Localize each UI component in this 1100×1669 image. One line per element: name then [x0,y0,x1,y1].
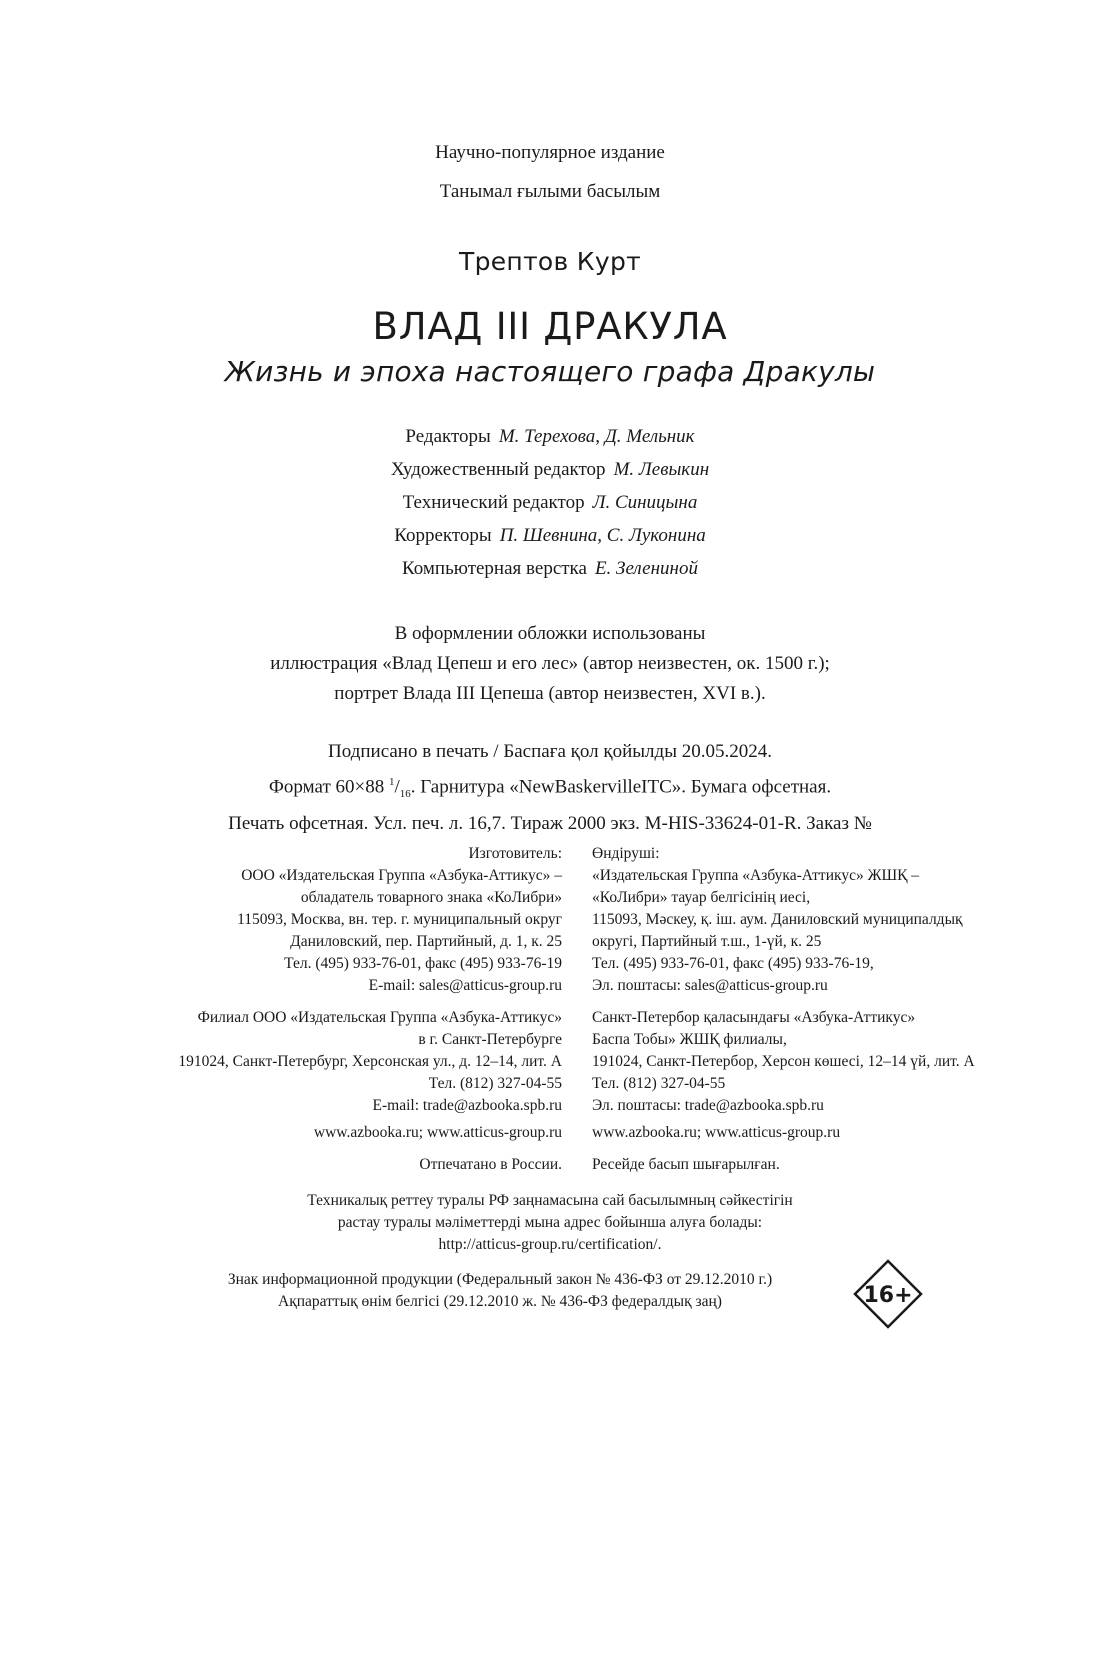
info-mark-kz: Ақпараттық өнім белгісі (29.12.2010 ж. № 436-ФЗ федералдық заң) [278,1293,722,1310]
manufacturer-kz-line: Эл. поштасы: sales@atticus-group.ru [592,977,828,994]
branch-kz-line: Санкт-Петербор қаласындағы «Азбука-Аттикус» [592,1009,916,1026]
credit-tech-editor [0,492,1100,514]
branch-kz-line: Эл. поштасы: trade@azbooka.spb.ru [592,1097,824,1114]
credit-role: Технический редактор [402,492,585,513]
branch-kz-line: Баспа Тобы» ЖШҚ филиалы, [592,1031,787,1048]
credit-role: Корректоры [394,525,492,546]
manufacturer-ru-line: обладатель товарного знака «КоЛибри» [300,889,562,906]
manufacturer-kz-line: «КоЛибри» тауар белгісінің иесі, [592,889,811,906]
branch-kz-line: Тел. (812) 327-04-55 [592,1075,726,1092]
credit-art-editor [0,459,1100,481]
credit-name: П. Шевнина, С. Луконина [499,525,706,546]
format-suffix: . Гарнитура «NewBaskervilleITC». Бумага офсетная. [410,776,832,798]
format-prefix: Формат 60×88 [268,776,389,798]
branch-ru-line: E-mail: trade@azbooka.spb.ru [372,1097,562,1114]
book-title: ВЛАД III ДРАКУЛА [372,305,728,348]
websites-ru: www.azbooka.ru; www.atticus-group.ru [313,1124,562,1141]
credit-name: Л. Синицына [592,492,698,513]
branch-ru-line: 191024, Санкт-Петербург, Херсонская ул., д. 12–14, лит. А [178,1053,562,1070]
manufacturer-ru-line: Даниловский, пер. Партийный, д. 1, к. 25 [290,933,562,950]
websites-kz: www.azbooka.ru; www.atticus-group.ru [592,1124,841,1141]
credit-role: Компьютерная верстка [402,558,587,579]
cover-note-line: иллюстрация «Влад Цепеш и его лес» (автор неизвестен, ок. 1500 г.); [270,653,830,674]
credit-name: М. Терехова, Д. Мельник [498,426,695,447]
info-mark-ru: Знак информационной продукции (Федеральный закон № 436-ФЗ от 29.12.2010 г.) [227,1271,773,1288]
branch-ru-line: в г. Санкт-Петербурге [418,1031,562,1048]
certification-line: растау туралы мәліметтерді мына адрес бойынша алуға болады: [337,1214,763,1231]
branch-ru-line: Филиал ООО «Издательская Группа «Азбука-Аттикус» [197,1009,562,1026]
manufacturer-ru [237,843,562,997]
info-mark-text [150,1269,850,1313]
printed-in-kz: Ресейде басып шығарылған. [592,1156,780,1173]
cover-note [0,619,1100,709]
credit-role: Художественный редактор [390,459,606,480]
credit-proofreaders [0,525,1100,547]
manufacturer-kz-line: Тел. (495) 933-76-01, факс (495) 933-76-19, [592,955,874,972]
book-subtitle: Жизнь и эпоха настоящего графа Дракулы [224,355,876,388]
printed-in-ru: Отпечатано в России. [419,1156,562,1173]
branch-ru-line: Тел. (812) 327-04-55 [428,1075,562,1092]
credit-role: Редакторы [405,426,491,447]
branch-kz-line: 191024, Санкт-Петербор, Херсон көшесі, 12–14 үй, лит. А [592,1053,975,1070]
manufacturer-kz-line: округі, Партийный т.ш., 1-үй, к. 25 [592,933,822,950]
manufacturer-ru-line: 115093, Москва, вн. тер. г. муниципальный округ [237,911,562,928]
signed-date: Подписано в печать / Баспаға қол қойылды 20.05.2024. [328,741,772,762]
manufacturer-kz-line: 115093, Мәскеу, қ. іш. аум. Даниловский муниципалдық [592,911,963,928]
credit-name: М. Левыкин [613,459,710,480]
manufacturer-ru-line: Изготовитель: [468,845,562,862]
manufacturer-ru-line: Тел. (495) 933-76-01, факс (495) 933-76-19 [284,955,562,972]
manufacturer-kz-line: Өндіруші: [592,845,660,862]
manufacturer-kz-line: «Издательская Группа «Азбука-Аттикус» ЖШҚ – [592,867,920,884]
book-author: Трептов Курт [459,247,641,276]
format-line: Формат 60×88 $^1/_{16}$. Гарнитура «NewBaskervilleITC». Бумага офсетная. [268,776,832,801]
credit-editors [0,426,1100,448]
age-rating-label: 16+ [863,1283,913,1308]
credit-layout [0,558,1100,580]
manufacturer-kz [592,843,963,997]
certification-url: http://atticus-group.ru/certification/. [438,1236,662,1253]
age-rating-badge [852,1258,924,1330]
edition-type-ru: Научно-популярное издание [435,142,665,163]
format-numerator: 1 [388,776,395,788]
format-denominator: 16 [399,788,411,801]
certification-line: Техникалық реттеу туралы РФ заңнамасына сай басылымның сәйкестігін [307,1192,793,1209]
branch-kz [592,1007,975,1117]
print-info: Печать офсетная. Усл. печ. л. 16,7. Тираж 2000 экз. M-HIS-33624-01-R. Заказ № [228,813,872,835]
publication-info [0,737,1100,839]
cover-note-line: портрет Влада III Цепеша (автор неизвестен, XVI в.). [334,683,766,704]
cover-note-line: В оформлении обложки использованы [394,623,706,644]
edition-type-kz: Танымал ғылыми басылым [439,181,661,202]
credit-name: Е. Зелениной [594,558,698,579]
age-rating-diamond-icon [852,1258,924,1330]
certification-note [0,1190,1100,1256]
manufacturer-ru-line: ООО «Издательская Группа «Азбука-Аттикус» – [241,867,562,884]
branch-ru [178,1007,562,1117]
manufacturer-ru-line: E-mail: sales@atticus-group.ru [368,977,562,994]
